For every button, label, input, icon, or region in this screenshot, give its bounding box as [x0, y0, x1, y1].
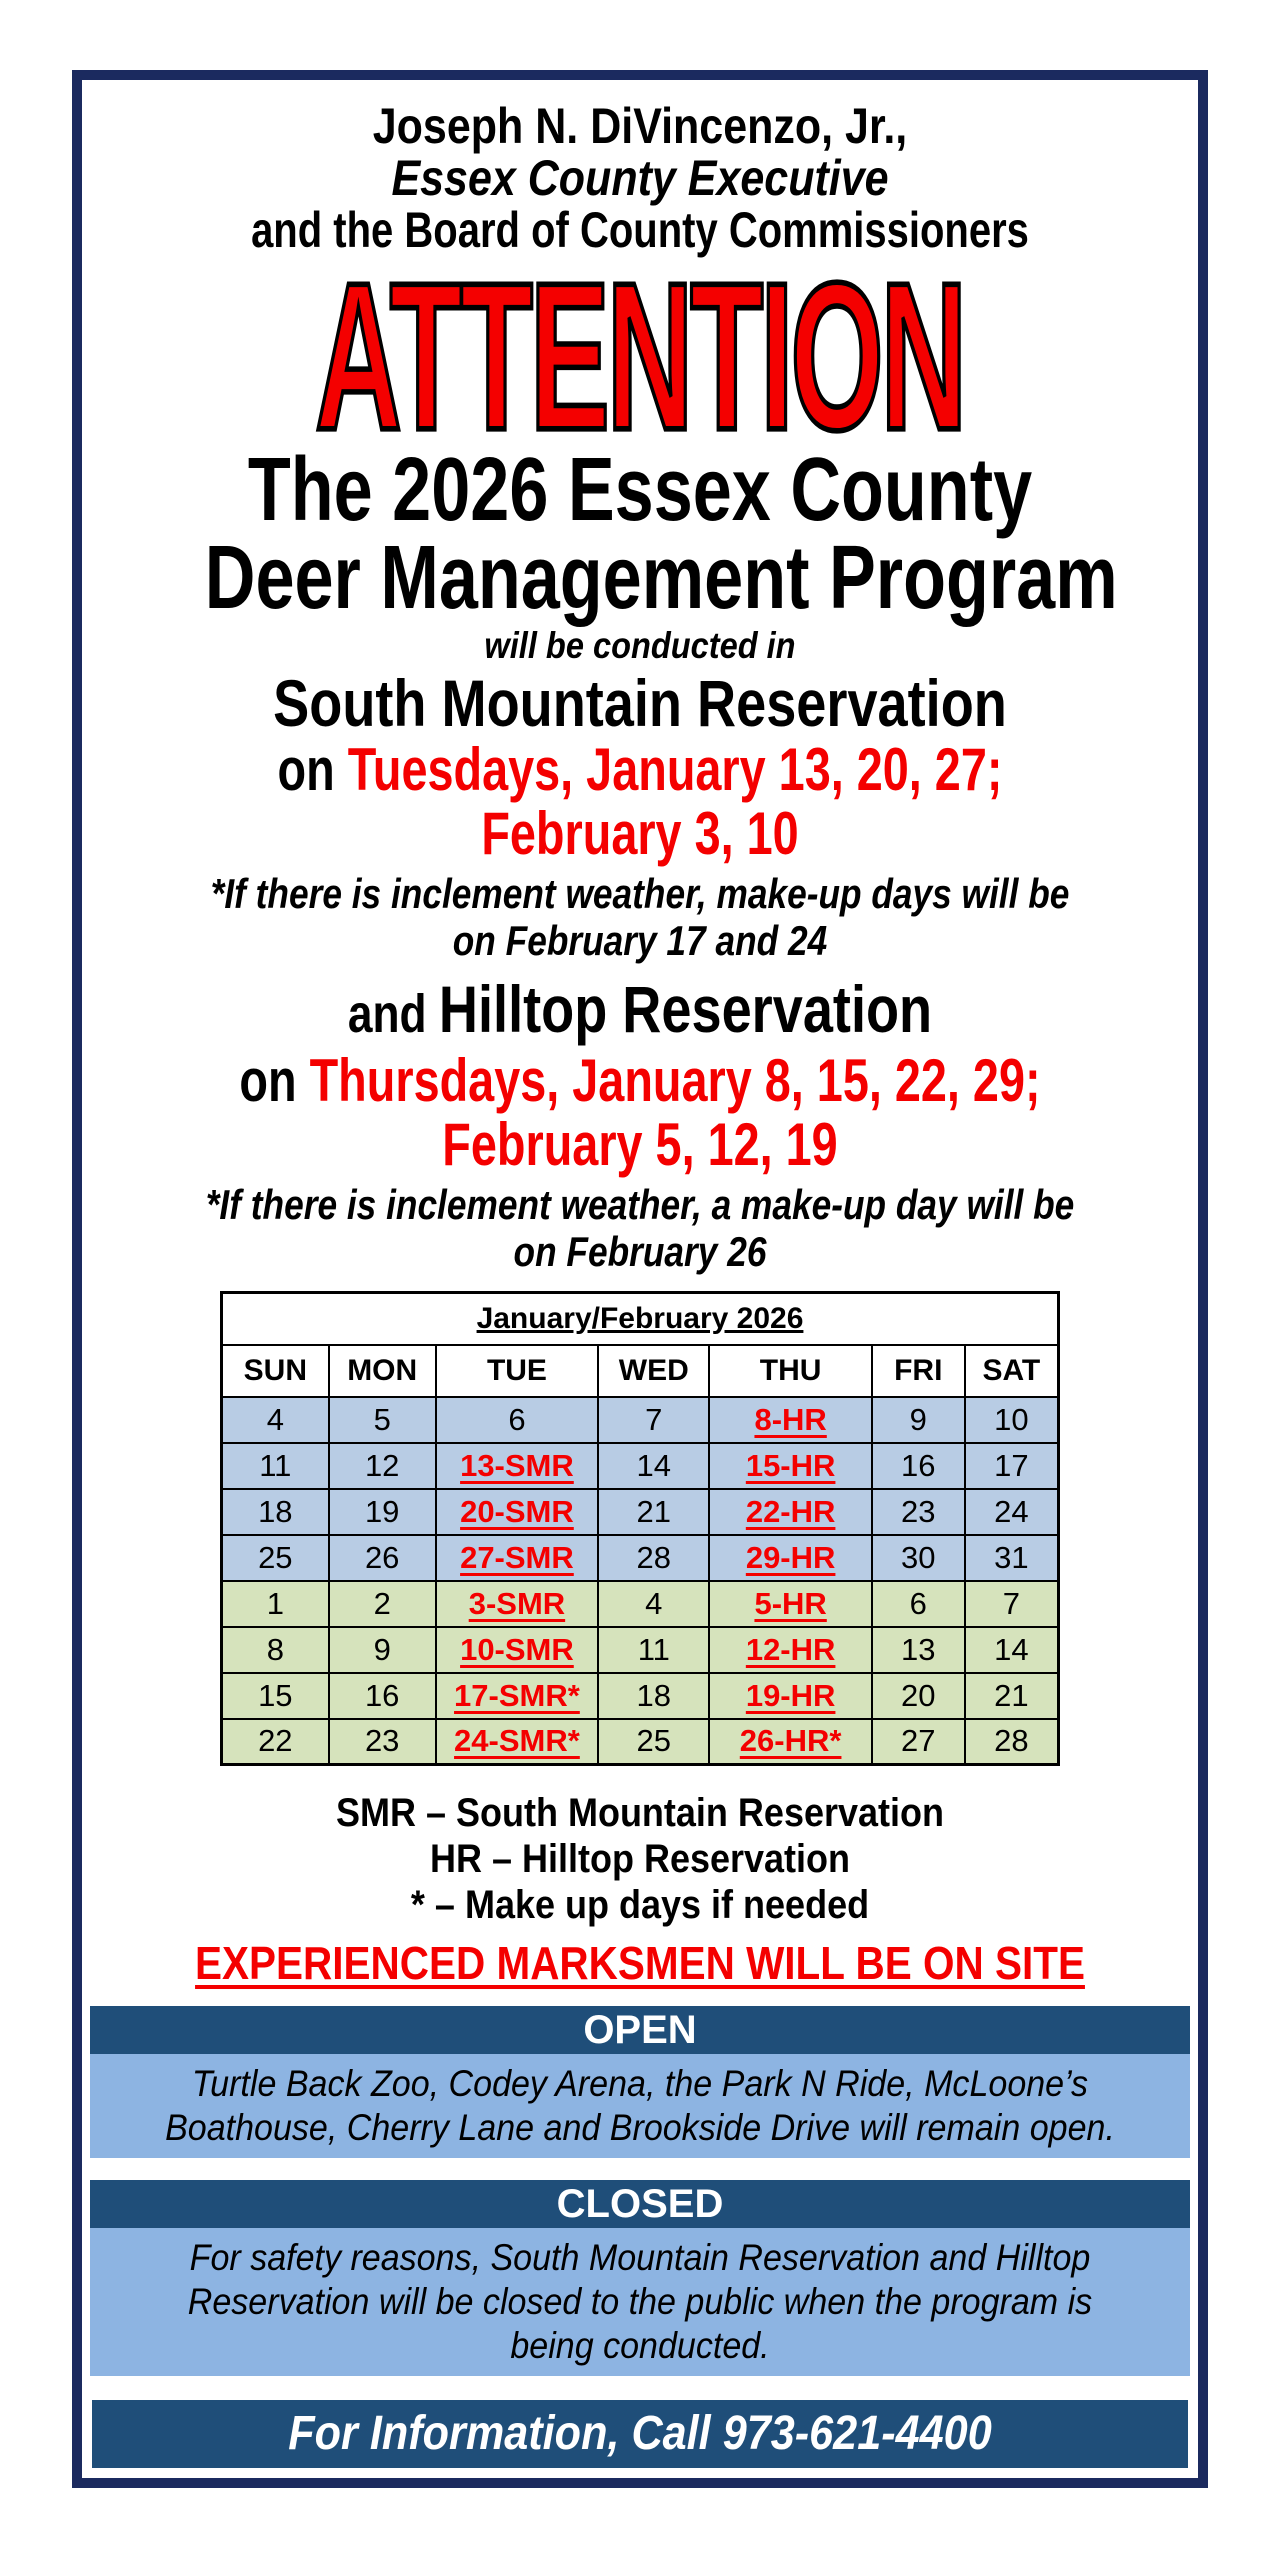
- flyer-frame: [72, 70, 1208, 2488]
- open-panel-body: Turtle Back Zoo, Codey Arena, the Park N Ride, McLoone’s Boathouse, Cherry Lane and Brookside Drive will remain open.: [90, 2054, 1190, 2158]
- calendar-day-cell: 28: [965, 1719, 1059, 1765]
- calendar-event-day-cell: 17-SMR*: [436, 1673, 598, 1719]
- calendar-day-cell: 21: [965, 1673, 1059, 1719]
- calendar-day-cell: 9: [872, 1397, 965, 1443]
- south-mountain-dates-line-1: [82, 738, 1198, 802]
- calendar-event-day-cell: 26-HR*: [709, 1719, 871, 1765]
- calendar-event-day-cell: 19-HR: [709, 1673, 871, 1719]
- calendar-event-day-cell: 22-HR: [709, 1489, 871, 1535]
- calendar-day-cell: 2: [329, 1581, 436, 1627]
- calendar-day-cell: 17: [965, 1443, 1059, 1489]
- hilltop-name-text: Hilltop Reservation: [438, 972, 933, 1046]
- open-panel: [90, 2006, 1190, 2158]
- calendar-day-cell: 7: [598, 1397, 709, 1443]
- calendar-day-cell: 20: [872, 1673, 965, 1719]
- calendar-day-cell: 10: [965, 1397, 1059, 1443]
- calendar-day-cell: 30: [872, 1535, 965, 1581]
- conducted-in-line: will be conducted in: [484, 625, 796, 666]
- masthead: [82, 100, 1198, 256]
- calendar-day-cell: 18: [222, 1489, 329, 1535]
- calendar-day-cell: 5: [329, 1397, 436, 1443]
- calendar-day-header: SUN: [222, 1345, 329, 1397]
- calendar-day-header: TUE: [436, 1345, 598, 1397]
- calendar-event-day-cell: 10-SMR: [436, 1627, 598, 1673]
- calendar-week-row: [222, 1719, 1059, 1765]
- closed-panel-title: CLOSED: [90, 2180, 1190, 2228]
- closed-panel: [90, 2180, 1190, 2376]
- south-mountain-heading: South Mountain Reservation: [273, 666, 1007, 740]
- calendar-day-cell: 25: [598, 1719, 709, 1765]
- masthead-line-1: Joseph N. DiVincenzo, Jr.,: [372, 98, 908, 154]
- calendar-event-day-cell: 5-HR: [709, 1581, 871, 1627]
- calendar-event-day-cell: 27-SMR: [436, 1535, 598, 1581]
- calendar-day-cell: 16: [872, 1443, 965, 1489]
- info-phone-bar: For Information, Call 973-621-4400: [92, 2400, 1188, 2468]
- calendar-legend: [82, 1790, 1198, 1928]
- calendar-day-header: THU: [709, 1345, 871, 1397]
- program-title-line-2: Deer Management Program: [204, 528, 1118, 628]
- on-prefix: on: [239, 1047, 310, 1114]
- calendar-day-header: FRI: [872, 1345, 965, 1397]
- legend-line: * – Make up days if needed: [410, 1883, 870, 1927]
- hilltop-dates-text: Thursdays, January 8, 15, 22, 29;: [309, 1047, 1041, 1114]
- calendar-day-cell: 4: [598, 1581, 709, 1627]
- calendar-event-day-cell: 20-SMR: [436, 1489, 598, 1535]
- calendar-day-cell: 23: [872, 1489, 965, 1535]
- calendar-event-day-cell: 13-SMR: [436, 1443, 598, 1489]
- legend-line: HR – Hilltop Reservation: [429, 1837, 851, 1881]
- attention-banner: [82, 238, 1198, 474]
- open-panel-title: OPEN: [90, 2006, 1190, 2054]
- masthead-line-2: Essex County Executive: [391, 150, 889, 206]
- calendar-day-cell: 26: [329, 1535, 436, 1581]
- calendar-day-cell: 11: [222, 1443, 329, 1489]
- calendar-day-cell: 25: [222, 1535, 329, 1581]
- calendar-day-cell: 19: [329, 1489, 436, 1535]
- calendar-week-row: [222, 1397, 1059, 1443]
- calendar-day-cell: 8: [222, 1627, 329, 1673]
- calendar-week-row: [222, 1673, 1059, 1719]
- program-title: [82, 440, 1198, 628]
- calendar-body: [222, 1397, 1059, 1765]
- county-seal-top-text: [105, 2484, 224, 2488]
- calendar-week-row: [222, 1535, 1059, 1581]
- calendar-day-header: WED: [598, 1345, 709, 1397]
- calendar-day-cell: 1: [222, 1581, 329, 1627]
- footer-logos: [82, 2484, 1198, 2488]
- calendar-title: January/February 2026: [222, 1293, 1059, 1345]
- south-mountain-dates-line-2: February 3, 10: [481, 800, 799, 867]
- hilltop-heading: [82, 974, 1198, 1049]
- calendar-event-day-cell: 24-SMR*: [436, 1719, 598, 1765]
- calendar-event-day-cell: 3-SMR: [436, 1581, 598, 1627]
- calendar-day-cell: 14: [965, 1627, 1059, 1673]
- south-mountain-dates-text: Tuesdays, January 13, 20, 27;: [347, 736, 1003, 803]
- calendar-day-header: SAT: [965, 1345, 1059, 1397]
- marksmen-notice: EXPERIENCED MARKSMEN WILL BE ON SITE: [195, 1937, 1085, 1989]
- program-title-line-1: The 2026 Essex County: [247, 440, 1033, 540]
- calendar-title-row: [222, 1293, 1059, 1345]
- calendar-week-row: [222, 1443, 1059, 1489]
- calendar-day-cell: 4: [222, 1397, 329, 1443]
- calendar-day-cell: 13: [872, 1627, 965, 1673]
- calendar-day-cell: 16: [329, 1673, 436, 1719]
- calendar-day-cell: 24: [965, 1489, 1059, 1535]
- south-mountain-weather-note: *If there is inclement weather, make-up days will be on February 17 and 24: [210, 870, 1070, 964]
- park-system-seal-icon: [1025, 2484, 1175, 2488]
- on-prefix: on: [277, 736, 348, 803]
- calendar-day-header: MON: [329, 1345, 436, 1397]
- attention-text: ATTENTION: [315, 238, 965, 474]
- county-of-essex-seal-icon: [105, 2484, 233, 2488]
- hilltop-dates-line-1: [82, 1049, 1198, 1113]
- calendar-event-day-cell: 8-HR: [709, 1397, 871, 1443]
- calendar-day-cell: 28: [598, 1535, 709, 1581]
- calendar-day-cell: 21: [598, 1489, 709, 1535]
- calendar-day-cell: 18: [598, 1673, 709, 1719]
- calendar-event-day-cell: 12-HR: [709, 1627, 871, 1673]
- calendar-day-cell: 9: [329, 1627, 436, 1673]
- calendar-week-row: [222, 1489, 1059, 1535]
- calendar-day-cell: 27: [872, 1719, 965, 1765]
- calendar-week-row: [222, 1627, 1059, 1673]
- hilltop-weather-note: *If there is inclement weather, a make-up day will be on February 26: [205, 1181, 1075, 1275]
- calendar-day-cell: 11: [598, 1627, 709, 1673]
- calendar-day-cell: 23: [329, 1719, 436, 1765]
- calendar-event-day-cell: 15-HR: [709, 1443, 871, 1489]
- calendar-day-cell: 31: [965, 1535, 1059, 1581]
- hilltop-dates-line-2: February 5, 12, 19: [442, 1111, 838, 1178]
- calendar-week-row: [222, 1581, 1059, 1627]
- legend-line: SMR – South Mountain Reservation: [335, 1791, 945, 1835]
- svg-text:COUNTY OF ESSEX: [105, 2484, 224, 2488]
- masthead-line-3: and the Board of County Commissioners: [251, 202, 1029, 258]
- calendar-day-cell: 12: [329, 1443, 436, 1489]
- calendar-day-cell: 6: [872, 1581, 965, 1627]
- calendar-day-cell: 15: [222, 1673, 329, 1719]
- closed-panel-body: For safety reasons, South Mountain Reservation and Hilltop Reservation will be closed to the public when the program is being conducted.: [90, 2228, 1190, 2376]
- calendar-day-cell: 6: [436, 1397, 598, 1443]
- calendar-day-cell: 7: [965, 1581, 1059, 1627]
- calendar-day-header-row: [222, 1345, 1059, 1397]
- and-prefix: and: [347, 984, 439, 1044]
- calendar-day-cell: 14: [598, 1443, 709, 1489]
- calendar-day-cell: 22: [222, 1719, 329, 1765]
- calendar-event-day-cell: 29-HR: [709, 1535, 871, 1581]
- schedule-calendar: [220, 1291, 1060, 1766]
